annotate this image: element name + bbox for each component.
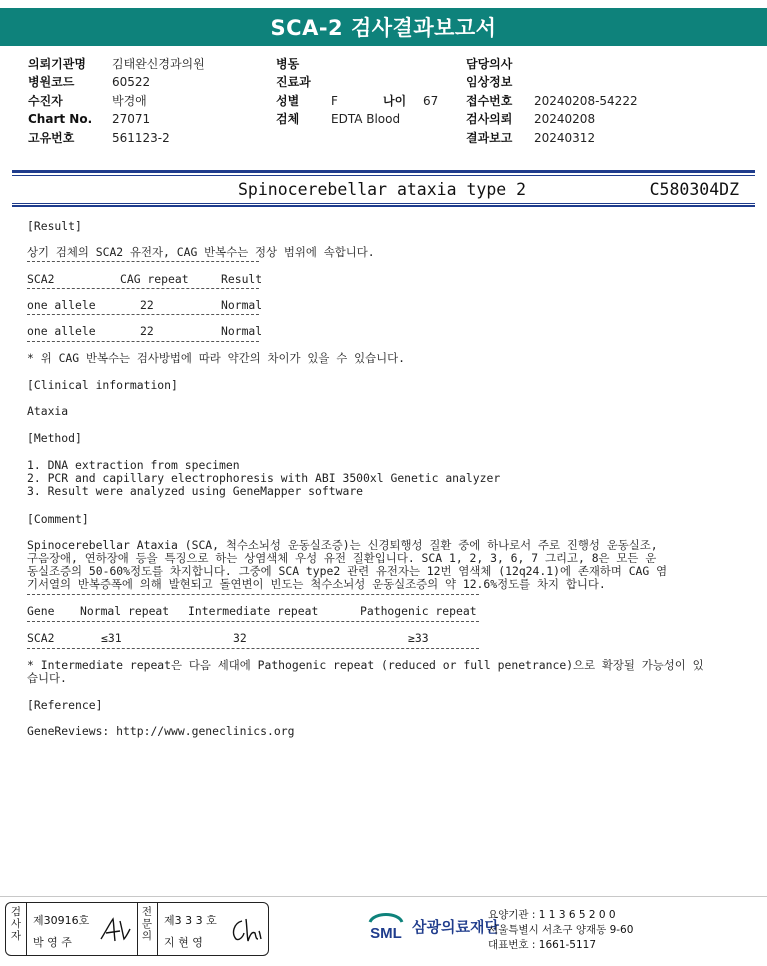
info-row — [466, 110, 638, 128]
reference-heading: [Reference] — [27, 698, 103, 712]
sig-divider — [157, 903, 158, 955]
table-cell: 22 — [140, 298, 154, 312]
info-label: 수진자 — [28, 93, 63, 108]
info-label: 담당의사 — [466, 57, 513, 71]
info-row — [276, 92, 438, 110]
result-col-header: CAG repeat — [120, 272, 189, 286]
logo-mark-text: SML — [370, 925, 402, 942]
examiner-signature-icon — [98, 913, 134, 947]
method-item: 3. Result were analyzed using GeneMapper software — [27, 484, 364, 498]
header-divider-thin — [12, 175, 755, 176]
info-value: EDTA Blood — [331, 112, 401, 127]
sml-logo-icon — [366, 908, 406, 944]
info-label: 결과보고 — [466, 130, 513, 145]
patient-info-mid — [276, 55, 438, 129]
method-heading: [Method] — [27, 431, 82, 445]
reference-text: GeneReviews: http://www.geneclinics.org — [27, 724, 295, 738]
result-col-header: Result — [221, 272, 263, 286]
comment-heading: [Comment] — [27, 512, 89, 526]
sex-value: F — [331, 93, 338, 108]
result-note: * 위 CAG 반복수는 검사방법에 따라 약간의 차이가 있을 수 있습니다. — [27, 351, 405, 365]
repeat-col-header: Intermediate repeat — [188, 604, 319, 618]
info-value: 20240208 — [534, 112, 596, 127]
patient-info-left — [28, 55, 205, 147]
repeat-col-header: Gene — [27, 604, 55, 618]
table-cell: Normal — [221, 324, 263, 338]
table-divider — [27, 288, 259, 289]
info-label: 고유번호 — [28, 130, 75, 145]
info-label: 병동 — [276, 57, 300, 71]
contact-line: 대표번호 : 1661-5117 — [488, 939, 597, 951]
table-cell: ≥33 — [408, 631, 429, 645]
info-row — [276, 110, 438, 128]
method-item: 1. DNA extraction from specimen — [27, 458, 240, 472]
result-col-header: SCA2 — [27, 272, 55, 286]
info-row — [28, 73, 205, 91]
info-label: 병원코드 — [28, 75, 75, 90]
info-label: 임상정보 — [466, 75, 513, 90]
info-value: 20240312 — [534, 130, 596, 145]
info-label: 의뢰기관명 — [28, 57, 86, 71]
info-label: 진료과 — [276, 75, 311, 90]
info-row — [28, 92, 205, 110]
info-value: 27071 — [112, 112, 151, 127]
info-row — [466, 73, 638, 91]
table-cell: one allele — [27, 324, 96, 338]
examiner-license: 제30916호 — [33, 914, 90, 927]
test-code: C580304DZ — [649, 180, 739, 199]
info-label: 검사의뢰 — [466, 112, 513, 127]
table-divider — [27, 648, 479, 649]
checker-name: 지 현 영 — [164, 936, 203, 949]
comment-line: 기서열의 반복증폭에 의해 발현되고 돌연변이 빈도는 척수소뇌성 운동실조증의 약 12.6%정도를 차지 합니다. — [27, 577, 606, 591]
comment-line: 구음장애, 연하장애 등을 특징으로 하는 상염색체 우성 유전 질환입니다. SCA 1, 2, 3, 6, 7 그리고, 8은 모든 운 — [27, 551, 657, 565]
info-label: 성별 — [276, 93, 300, 108]
table-divider — [27, 341, 259, 342]
info-row — [466, 92, 638, 110]
repeat-col-header: Pathogenic repeat — [360, 604, 477, 618]
info-row — [466, 55, 638, 73]
info-row — [276, 73, 438, 91]
report-title-bar — [0, 8, 767, 46]
info-label: 접수번호 — [466, 93, 513, 108]
patient-info-right — [466, 55, 638, 147]
org-name: 삼광의료재단 — [412, 918, 499, 936]
table-cell: SCA2 — [27, 631, 55, 645]
result-summary: 상기 검체의 SCA2 유전자, CAG 반복수는 정상 범위에 속합니다. — [27, 245, 375, 259]
table-cell: 22 — [140, 324, 154, 338]
checker-label: 전 문 의 — [141, 906, 153, 942]
info-row — [28, 55, 205, 73]
info-row — [466, 129, 638, 147]
contact-line: 서울특별시 서초구 양재동 9-60 — [488, 924, 634, 936]
info-label: Chart No. — [28, 112, 93, 127]
clinical-text: Ataxia — [27, 404, 69, 418]
table-divider — [27, 314, 259, 315]
table-divider — [27, 261, 259, 262]
sig-divider — [137, 903, 138, 955]
table-cell: 32 — [233, 631, 247, 645]
comment-line: 동실조증의 50-60%정도를 차지합니다. 그중에 SCA type2 관련 유전자는 12번 염색체 (12q24.1)에 존재하며 CAG 염 — [27, 564, 668, 578]
org-contact — [488, 908, 633, 953]
info-row — [28, 110, 205, 128]
test-name: Spinocerebellar ataxia type 2 — [238, 180, 527, 199]
info-value: 561123-2 — [112, 130, 170, 145]
org-logo — [366, 908, 499, 944]
info-row — [28, 129, 205, 147]
table-divider — [27, 621, 479, 622]
examiner-name: 박 영 주 — [33, 936, 72, 949]
test-divider — [12, 203, 755, 204]
contact-line: 요양기관 : 1 1 3 6 5 2 0 0 — [488, 909, 616, 921]
table-divider — [27, 594, 479, 595]
info-value: 김태완신경과의원 — [112, 57, 205, 71]
info-value: 60522 — [112, 75, 151, 90]
info-value: 20240208-54222 — [534, 93, 638, 108]
age-value: 67 — [423, 93, 439, 108]
age-label: 나이 — [383, 93, 407, 108]
checker-license: 제3 3 3 호 — [164, 914, 217, 927]
info-value: 박경애 — [112, 93, 147, 108]
method-item: 2. PCR and capillary electrophoresis with ABI 3500xl Genetic analyzer — [27, 471, 501, 485]
info-label: 검체 — [276, 112, 300, 127]
signature-box — [5, 902, 269, 956]
footer-divider — [0, 896, 767, 897]
table-cell: Normal — [221, 298, 263, 312]
sig-divider — [26, 903, 27, 955]
table-cell: ≤31 — [101, 631, 122, 645]
comment-note: 습니다. — [27, 671, 67, 685]
checker-signature-icon — [228, 915, 264, 945]
test-divider-thick — [12, 205, 755, 207]
result-heading: [Result] — [27, 219, 82, 233]
examiner-label: 검 사 자 — [10, 906, 22, 942]
table-cell: one allele — [27, 298, 96, 312]
report-title: SCA-2 검사결과보고서 — [270, 16, 497, 40]
comment-line: Spinocerebellar Ataxia (SCA, 척수소뇌성 운동실조증)는 신경퇴행성 질환 중에 하나로서 주로 진행성 운동실조, — [27, 538, 658, 552]
comment-note: * Intermediate repeat은 다음 세대에 Pathogenic repeat (reduced or full penetrance)으로 확장될 가능성이 있 — [27, 658, 704, 672]
clinical-heading: [Clinical information] — [27, 378, 178, 392]
header-divider — [12, 170, 755, 173]
info-row — [276, 55, 438, 73]
repeat-col-header: Normal repeat — [80, 604, 170, 618]
